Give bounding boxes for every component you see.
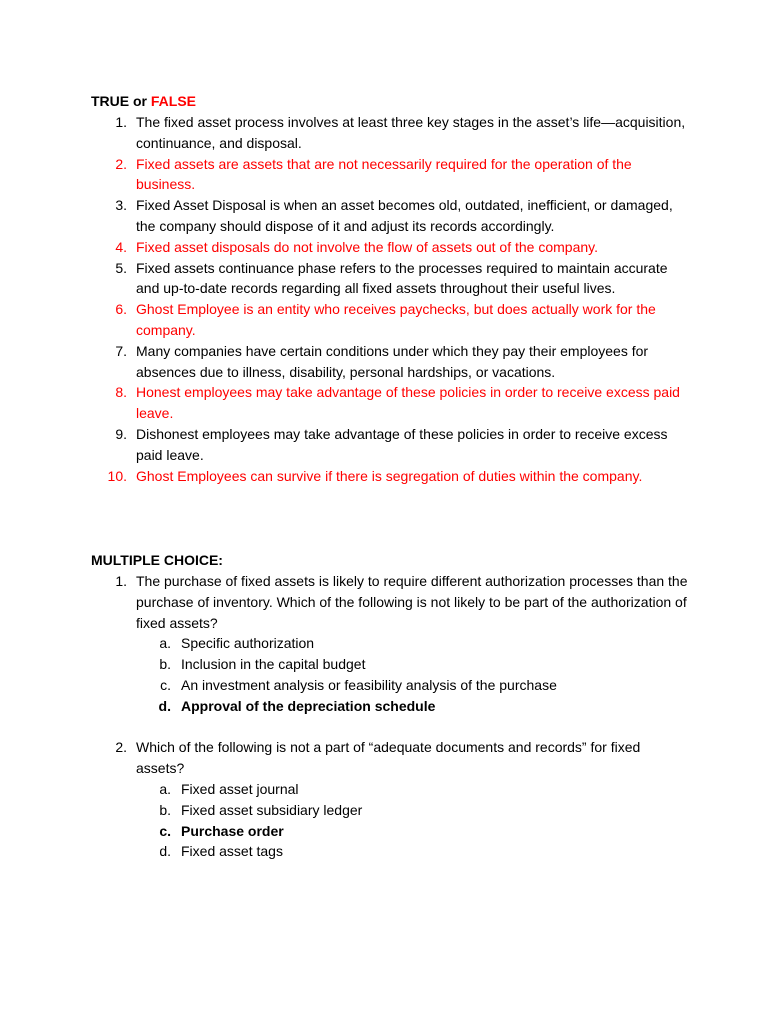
tf-item-text: Many companies have certain conditions under which they pay their employees for absences due to illness, disability, personal hardships, or vacations.: [136, 342, 649, 380]
mc-question-number: 1.: [115, 573, 127, 589]
mc-question-number: 2.: [115, 739, 127, 756]
mc-option-label: d.: [158, 697, 171, 714]
tf-item-1: [91, 112, 691, 154]
mc-option-label: b.: [159, 801, 171, 818]
mc-option: [91, 779, 691, 800]
mc-option-label: b.: [159, 656, 171, 673]
tf-item-text: Dishonest employees may take advantage of these policies in order to receive excess paid leave.: [136, 425, 668, 463]
tf-item-text: Ghost Employees can survive if there is segregation of duties within the company.: [136, 467, 643, 484]
mc-option: [91, 654, 691, 675]
mc-question-1: [91, 571, 691, 633]
mc-question-2: [91, 737, 691, 779]
mc-option-correct: [91, 696, 691, 717]
mc-option-correct: [91, 821, 691, 842]
tf-item-6: [91, 299, 691, 341]
mc-option-label: a.: [159, 635, 171, 652]
tf-item-7: [91, 341, 691, 383]
mc-option-text: Approval of the depreciation schedule: [181, 697, 436, 714]
mc-option-text: Purchase order: [181, 822, 284, 839]
tf-item-number: 3.: [115, 197, 127, 214]
tf-item-text: Ghost Employee is an entity who receives paychecks, but does actually work for the company.: [136, 301, 656, 338]
tf-item-number: 2.: [115, 155, 127, 172]
tf-item-3: [91, 195, 691, 237]
mc-option-text: Fixed asset subsidiary ledger: [181, 801, 363, 818]
mc-option: [91, 633, 691, 654]
tf-item-number: 7.: [115, 342, 127, 359]
true-false-heading: [91, 91, 196, 111]
mc-option-text: Fixed asset journal: [181, 780, 299, 797]
mc-option-label: c.: [159, 822, 171, 839]
tf-item-text: Fixed assets are assets that are not necessarily required for the operation of the business.: [136, 155, 632, 193]
true-false-heading-part1: TRUE or: [91, 93, 151, 109]
true-false-heading-part2: FALSE: [150, 93, 197, 109]
mc-question-text: Which of the following is not a part of “adequate documents and records” for fixed assets?: [136, 739, 641, 777]
tf-item-10: [91, 466, 691, 487]
mc-option: [91, 800, 691, 821]
tf-item-5: [91, 258, 691, 300]
mc-option-label: d.: [159, 843, 171, 860]
mc-option-text: An investment analysis or feasibility analysis of the purchase: [181, 676, 557, 693]
tf-item-4: [91, 237, 691, 258]
mc-option-label: c.: [160, 676, 171, 693]
tf-item-8: [91, 382, 691, 424]
mc-option: [91, 841, 691, 862]
tf-item-number: 8.: [115, 384, 127, 401]
question-spacer: [91, 717, 691, 738]
tf-item-text: Fixed assets continuance phase refers to the processes required to maintain accurate and up-to-date records regarding all fixed assets throughout their useful lives.: [136, 259, 668, 297]
mc-option-text: Specific authorization: [181, 635, 315, 652]
multiple-choice-heading: MULTIPLE CHOICE:: [91, 552, 223, 568]
mc-option: [91, 675, 691, 696]
tf-item-number: 6.: [115, 301, 127, 318]
tf-item-number: 10.: [107, 467, 127, 484]
multiple-choice-list: [91, 571, 691, 862]
tf-item-9: [91, 424, 691, 466]
tf-item-2: [91, 154, 691, 196]
tf-item-text: The fixed asset process involves at least three key stages in the asset’s life—acquisition, continuance, and disposal.: [136, 114, 686, 151]
tf-item-text: Fixed Asset Disposal is when an asset becomes old, outdated, inefficient, or damaged, the company should dispose of it and adjust its records accordingly.: [136, 197, 673, 234]
tf-item-number: 5.: [115, 259, 127, 276]
tf-item-text: Fixed asset disposals do not involve the flow of assets out of the company.: [136, 238, 598, 255]
tf-item-number: 9.: [115, 425, 127, 442]
tf-item-number: 1.: [115, 114, 127, 130]
true-false-list: [91, 112, 691, 486]
mc-option-text: Fixed asset tags: [181, 843, 283, 860]
mc-question-text: The purchase of fixed assets is likely to require different authorization processes than the purchase of inventory. Which of the following is not likely to be part of the authorization of fixed assets?: [136, 573, 688, 631]
tf-item-text: Honest employees may take advantage of these policies in order to receive excess paid leave.: [136, 384, 680, 422]
tf-item-number: 4.: [115, 238, 127, 255]
mc-option-label: a.: [159, 780, 171, 797]
mc-option-text: Inclusion in the capital budget: [181, 656, 366, 673]
